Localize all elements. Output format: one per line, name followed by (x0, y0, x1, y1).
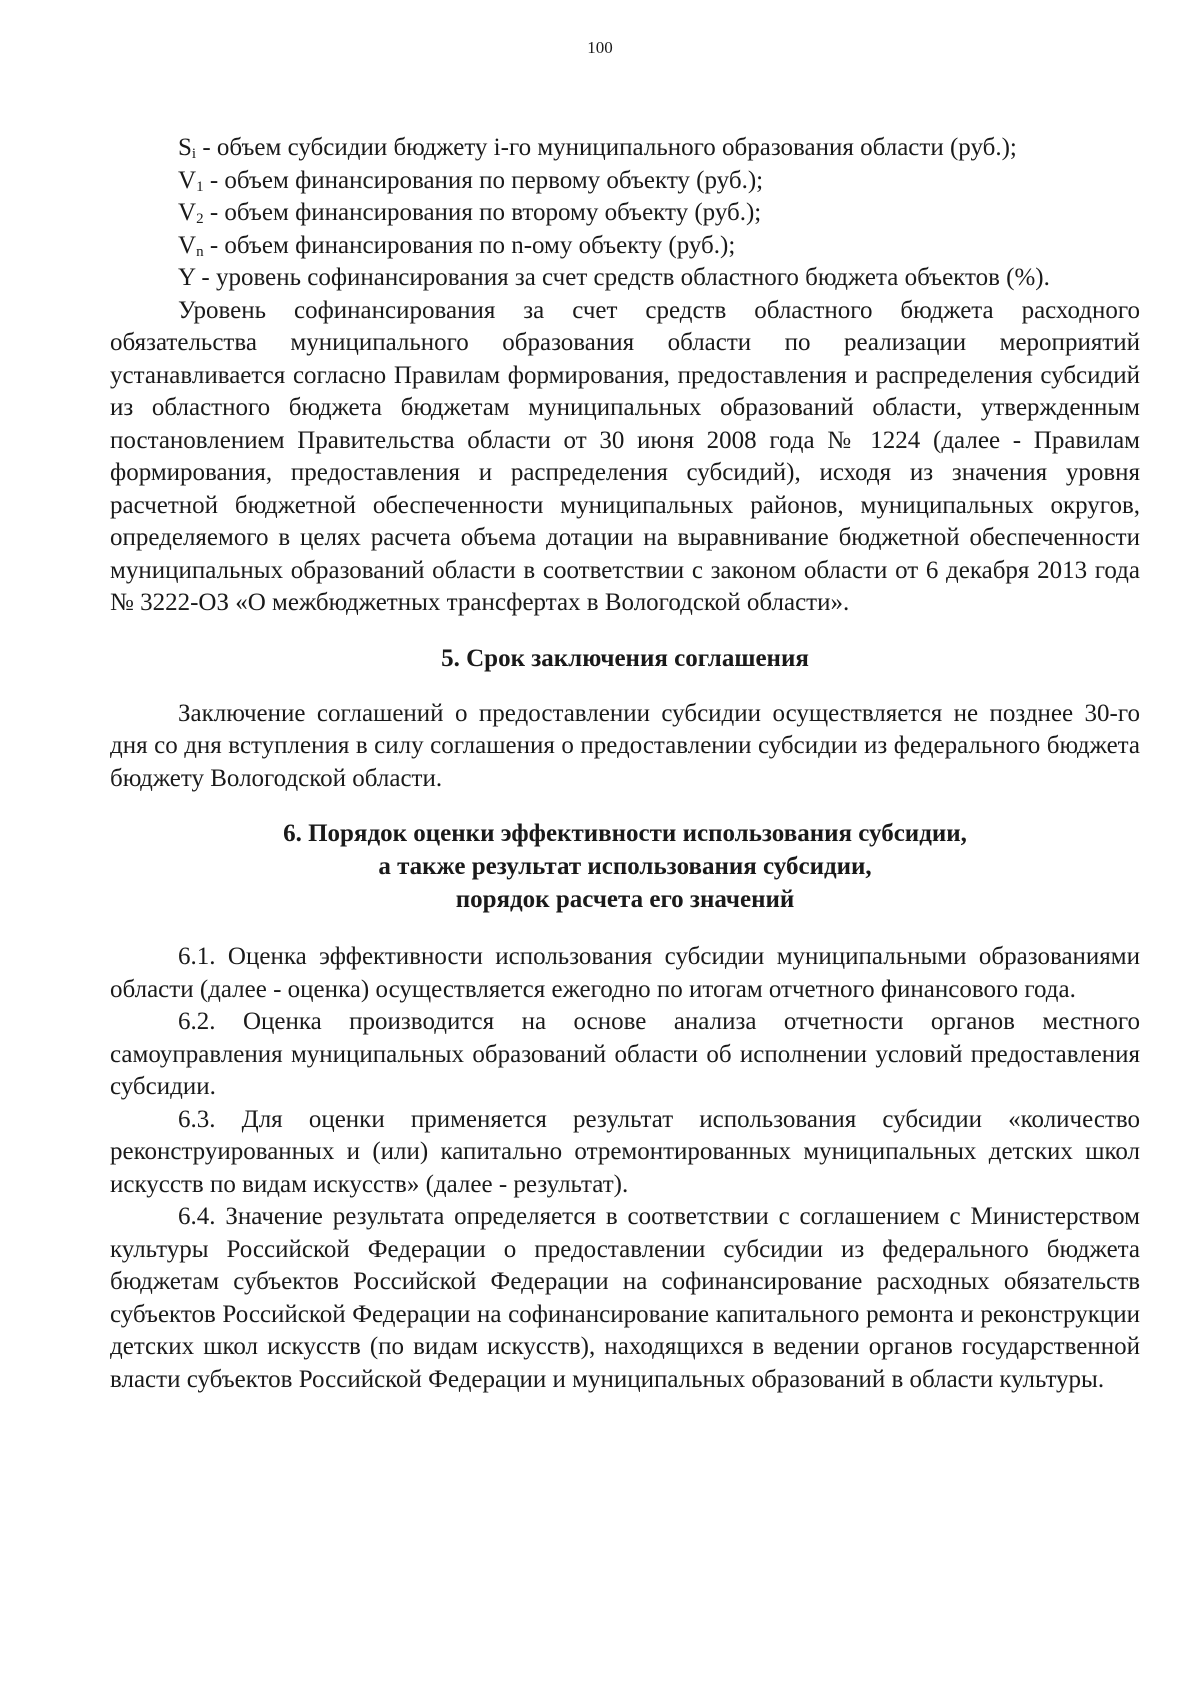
definition-text: - объем финансирования по n-ому объекту (руб.); (203, 231, 736, 259)
item-6-2: 6.2. Оценка производится на основе анализа отчетности органов местного самоуправления муниципальных образований области об исполнении условий предоставления субсидии. (110, 1008, 1140, 1100)
definition-subscript: n (196, 243, 204, 260)
section-6-heading-line: а также результат использования субсидии, (378, 853, 872, 880)
document-body (110, 132, 1140, 1396)
definition-text: - уровень софинансирования за счет средств областного бюджета объектов (%). (195, 264, 1050, 291)
item-6-1: 6.1. Оценка эффективности использования субсидии муниципальными образованиями области (далее - оценка) осуществляется ежегодно по итогам отчетного финансового года. (110, 943, 1140, 1003)
definition-symbol: V (178, 231, 197, 259)
definition-s-i (110, 132, 1140, 165)
definition-symbol: V (178, 166, 197, 194)
section-6-heading-line: порядок расчета его значений (455, 886, 795, 913)
section-6-heading (110, 817, 1140, 916)
definition-subscript: 1 (196, 178, 204, 195)
definition-subscript: 2 (196, 211, 204, 227)
definition-y (110, 262, 1140, 295)
definition-v-1 (110, 165, 1140, 198)
definition-subscript: i (191, 146, 197, 162)
section-5-heading: 5. Срок заключения соглашения (441, 644, 809, 672)
definition-symbol: S (178, 134, 192, 161)
definition-text: - объем финансирования по второму объекту (руб.); (203, 199, 762, 226)
definition-text: - объем финансирования по первому объекту (руб.); (203, 166, 764, 194)
item-6-3: 6.3. Для оценки применяется результат использования субсидии «количество реконструированных и (или) капитально отремонтированных муниципальных детских школ искусств по видам искусств» (далее - результат). (110, 1105, 1140, 1198)
item-6-4: 6.4. Значение результата определяется в соответствии с соглашением с Министерством культуры Российской Федерации о предоставлении субсидии из федерального бюджета бюджетам субъектов Российской Федерации на софинансирование расходных обязательств субъектов Российской Федерации на софинансирование капитального ремонта и реконструкции детских школ искусств (по видам искусств), находящихся в ведении органов государственной власти субъектов Российской Федерации и муниципальных образований в области культуры. (110, 1203, 1140, 1393)
definition-v-2 (110, 197, 1140, 230)
definition-symbol: Y (178, 264, 196, 291)
section-6-heading-line: 6. Порядок оценки эффективности использования субсидии, (283, 820, 967, 847)
definition-text: - объем субсидии бюджету i-го муниципального образования области (руб.); (196, 134, 1017, 161)
definition-v-n (110, 230, 1140, 263)
definition-symbol: V (178, 199, 197, 226)
section-5-paragraph: Заключение соглашений о предоставлении субсидии осуществляется не позднее 30-го дня со дня вступления в силу соглашения о предоставлении субсидии из федерального бюджета бюджету Вологодской области. (110, 699, 1140, 792)
page-number: 100 (587, 38, 613, 57)
paragraph-cofinancing-level: Уровень софинансирования за счет средств областного бюджета расходного обязательства муниципального образования области по реализации мероприятий устанавливается согласно Правилам формирования, предоставления и распределения субсидий из областного бюджета бюджетам муниципальных образований области, утвержденным постановлением Правительства области от 30 июня 2008 года № 1224 (далее - Правилам формирования, предоставления и распределения субсидий), исходя из значения уровня расчетной бюджетной обеспеченности муниципальных районов, муниципальных округов, определяемого в целях расчета объема дотации на выравнивание бюджетной обеспеченности муниципальных образований области в соответствии с законом области от 6 декабря 2013 года № 3222-ОЗ «О межбюджетных трансфертах в Вологодской области». (110, 296, 1140, 616)
